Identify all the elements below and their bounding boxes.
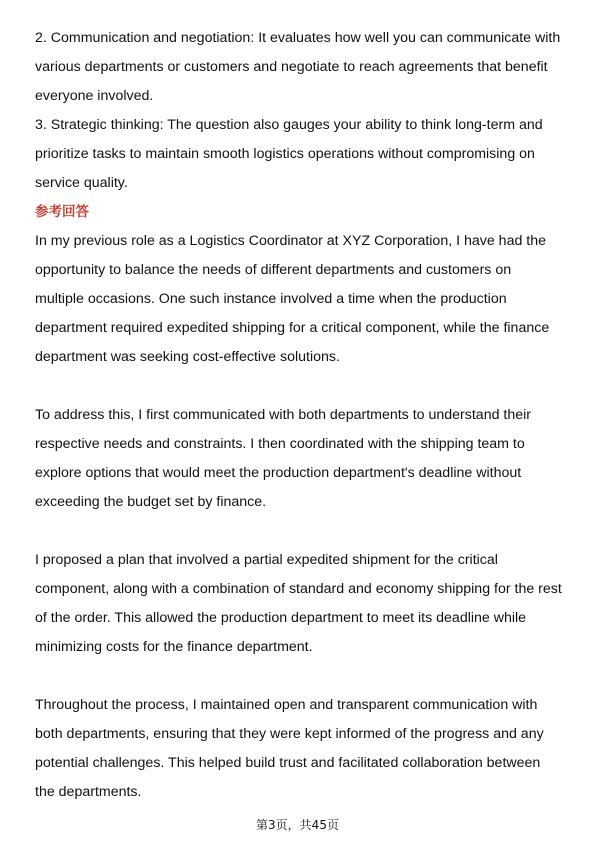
answer-paragraph-2: To address this, I first communicated with both departments to understand their respective needs and constraints. I then coordinated with the shipping team to explore options that would meet the production department's deadline without exceeding the budget set by finance. bbox=[35, 407, 532, 510]
paragraph-gap bbox=[35, 372, 563, 401]
answer-paragraph-4: Throughout the process, I maintained open and transparent communication with both departments, ensuring that they were kept informed of the progress and any potential challenges. This helped build trust and facilitated collaboration between the departments. bbox=[35, 697, 544, 800]
answer-paragraph-1: In my previous role as a Logistics Coordinator at XYZ Corporation, I have had the opportunity to balance the needs of different departments and customers on multiple occasions. One such instance involved a time when the production department required expedited shipping for a critical component, while the finance department was seeking cost-effective solutions. bbox=[35, 233, 550, 365]
point-communication: 2. Communication and negotiation: It evaluates how well you can communicate with various departments or customers and negotiate to reach agreements that benefit everyone involved. bbox=[35, 30, 561, 104]
paragraph-gap bbox=[35, 662, 563, 691]
answer-heading: 参考回答 bbox=[35, 204, 89, 220]
page-number: 第3页，共45页 bbox=[256, 818, 339, 832]
answer-paragraph-3: I proposed a plan that involved a partial expedited shipment for the critical component, along with a combination of standard and economy shipping for the rest of the order. This allowed the production department to meet its deadline while minimizing costs for the finance department. bbox=[35, 552, 562, 655]
paragraph-gap bbox=[35, 517, 563, 546]
document-body bbox=[35, 24, 563, 807]
point-strategic-thinking: 3. Strategic thinking: The question also gauges your ability to think long-term and prioritize tasks to maintain smooth logistics operations without compromising on service quality. bbox=[35, 117, 543, 191]
